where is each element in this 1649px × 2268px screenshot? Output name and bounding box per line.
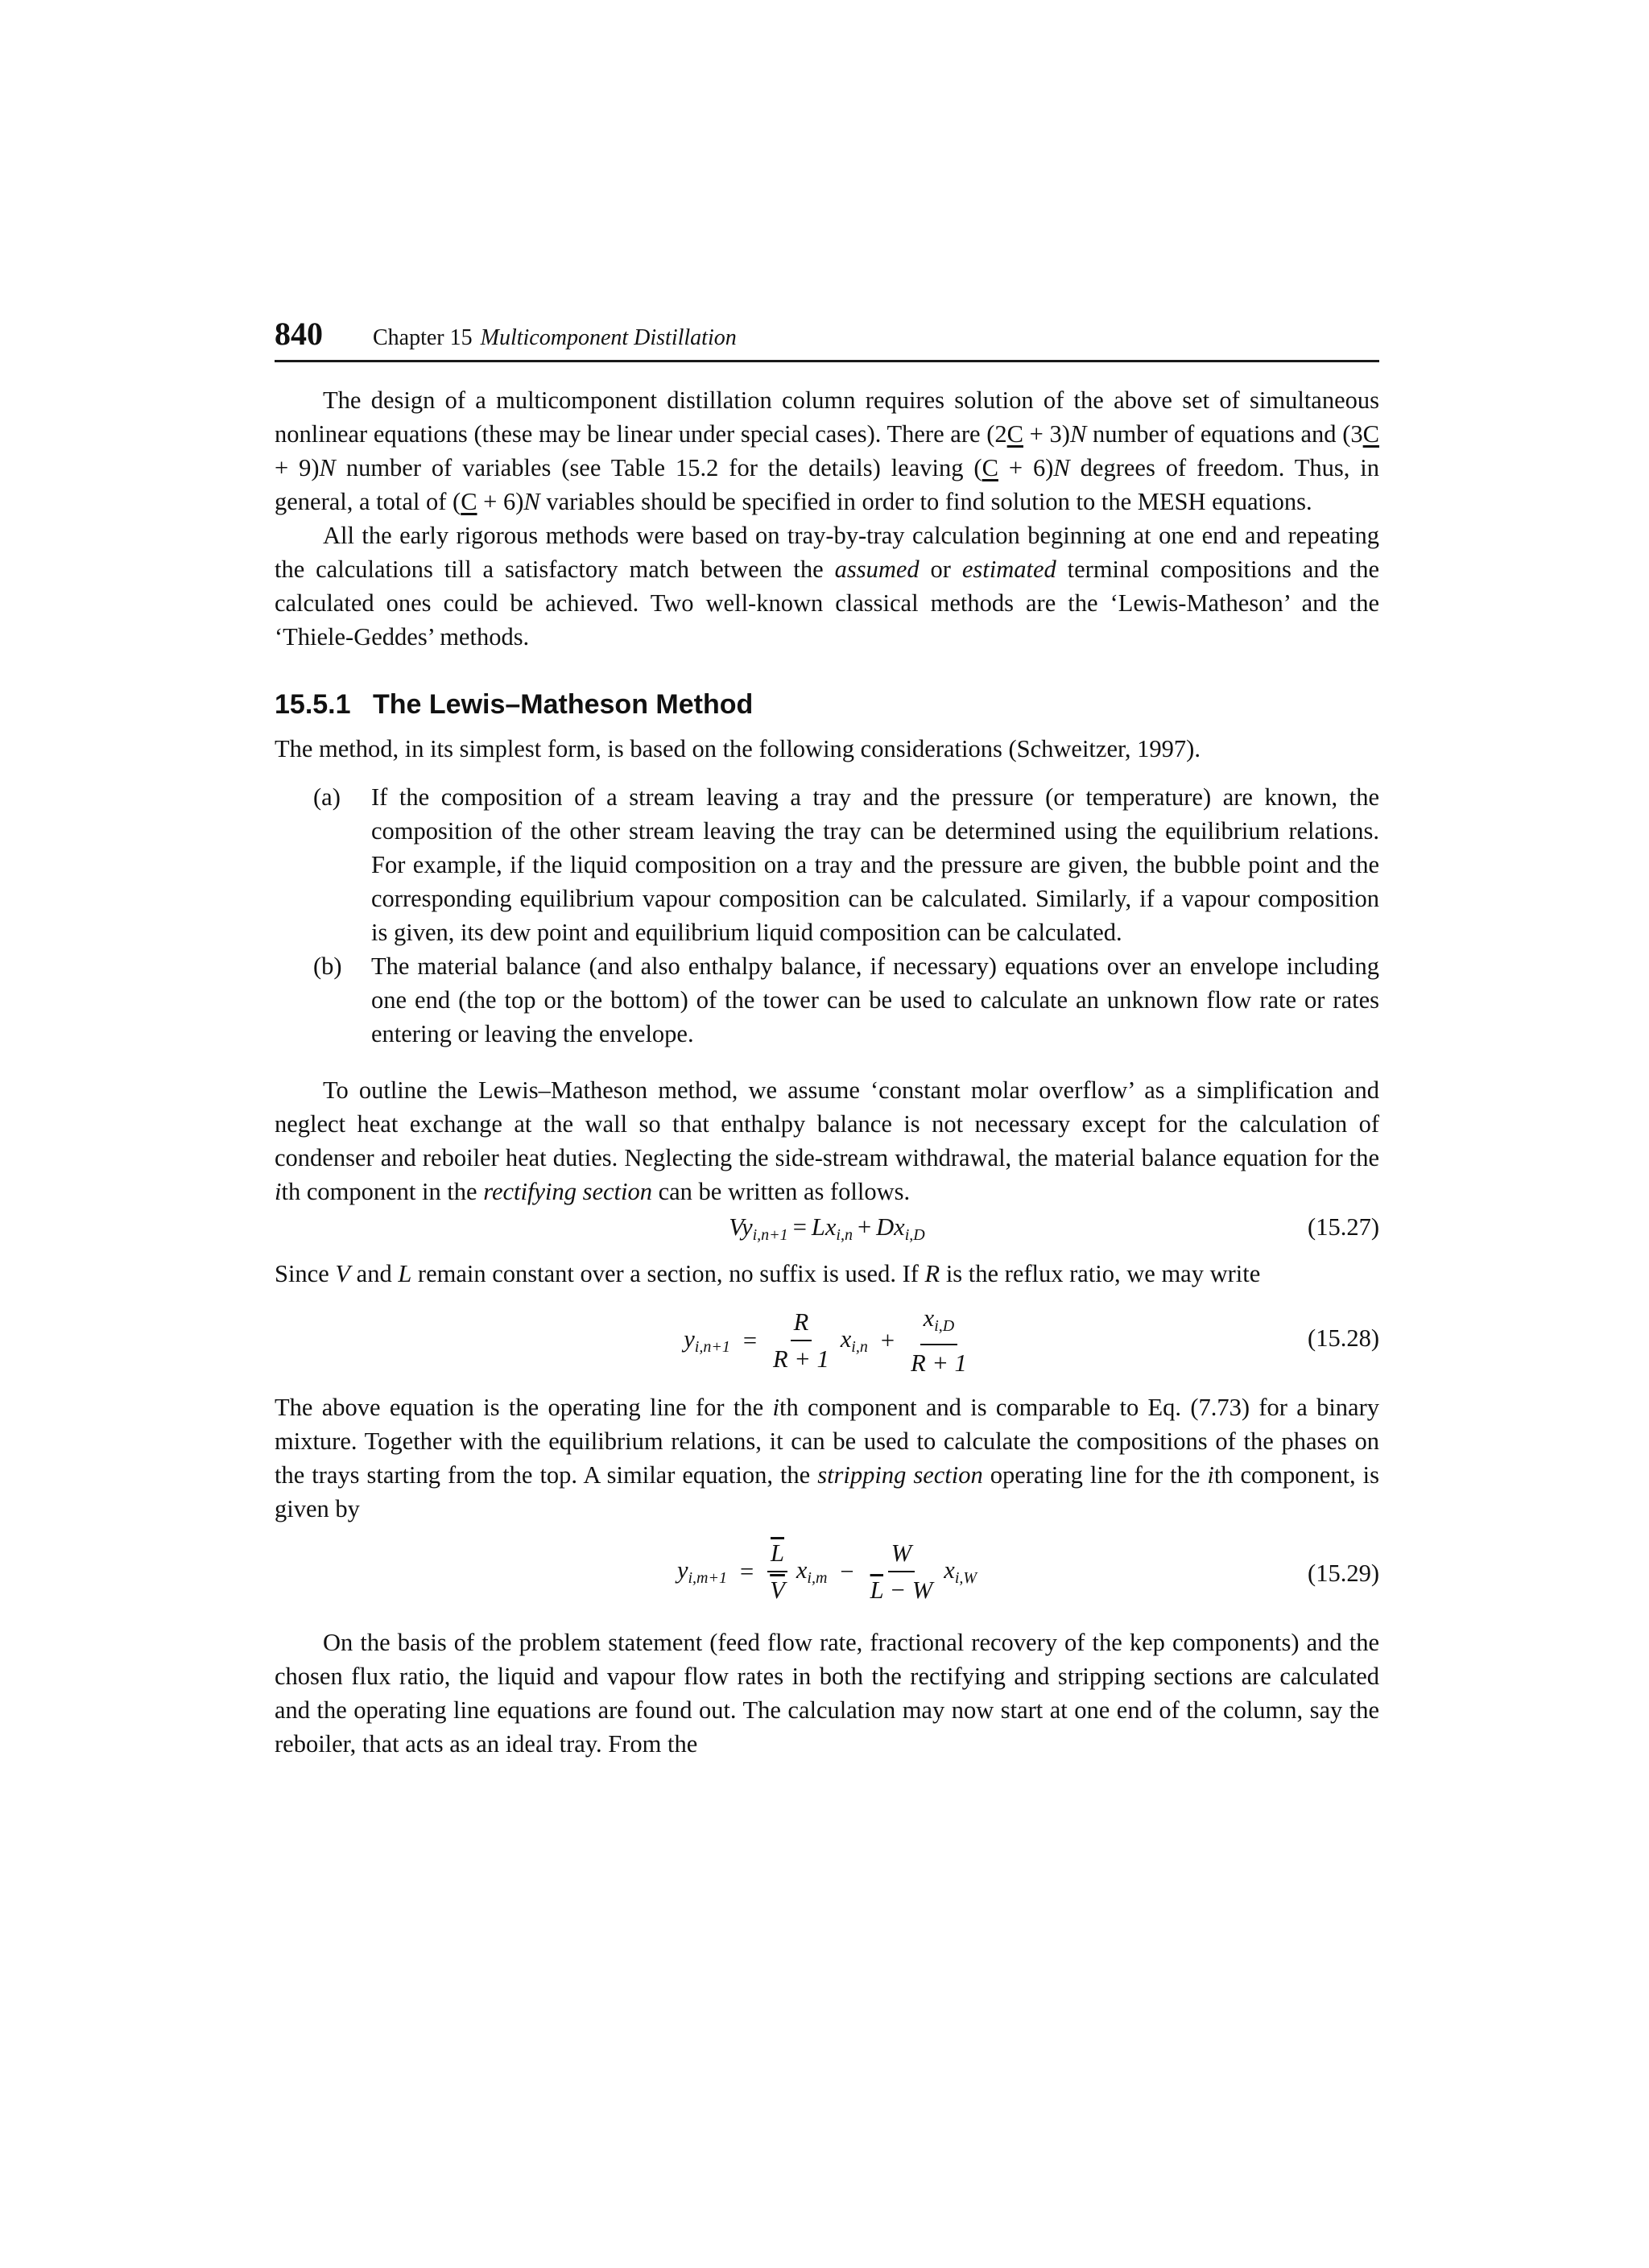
paragraph-rigorous-methods: All the early rigorous methods were based on tray-by-tray calculation beginning at one end and repeating the calculations till a satisfactory match between the assumed or estimated terminal compositions and the calculated ones could be achieved. Two well-known classical methods are the ‘Lewis-Matheson’ and the ‘Thiele-Geddes’ methods.	[275, 522, 1379, 651]
paragraph-operating-line: The above equation is the operating line for the ith component and is comparable to Eq. (7.73) for a binary mixture. Together with the equilibrium relations, it can be used to calculate the compositions of the phases on the trays starting from the top. A similar equation, the stripping section operating line for the ith component, is given by	[275, 1394, 1380, 1522]
running-header	[275, 318, 1379, 362]
list-item-text: If the composition of a stream leaving a tray and the pressure (or temperature) are known, the composition of the other stream leaving the tray can be determined using the equilibrium relations. For example, if the liquid composition on a tray and the pressure are given, the bubble point and the corresponding equilibrium vapour composition can be calculated. Similarly, if a vapour composition is given, its dew point and equilibrium liquid composition can be calculated.	[371, 783, 1379, 946]
fraction: $\frac{\overline{L}}{V}$	[767, 1537, 788, 1606]
fraction: $\frac{R}{R + 1}$	[770, 1306, 833, 1375]
considerations-list	[275, 780, 1379, 1051]
fraction: $\frac{x_{i,D}}{R + 1}$	[907, 1302, 970, 1379]
list-item	[275, 949, 1379, 1051]
list-item-label: (b)	[313, 952, 342, 980]
equation-number: (15.28)	[1308, 1324, 1379, 1352]
equation-15-29: $y_{i,m+1}$ = $\frac{\overline{L}}{V}$ $x_{i,m}$ − $\frac{W}{\overline{L} - W}$ $x_{i,W}$ (15.29)	[275, 1537, 1379, 1614]
equation-number: (15.27)	[1308, 1213, 1379, 1241]
equation-number: (15.29)	[1308, 1560, 1379, 1587]
section-number: 15.5.1	[275, 689, 351, 720]
chapter-label: Chapter 15 Multicomponent Distillation	[373, 325, 737, 350]
section-intro: The method, in its simplest form, is based on the following considerations (Schweitzer, 1997).	[275, 735, 1201, 762]
paragraph-calculation: On the basis of the problem statement (feed flow rate, fractional recovery of the kep components) and the chosen flux ratio, the liquid and vapour flow rates in both the rectifying and stripping sections are calculated and the operating line equations are found out. The calculation may now start at one end of the column, say the reboiler, that acts as an ideal tray. From the	[275, 1629, 1379, 1758]
page-number: 840	[275, 316, 323, 352]
section-heading	[275, 689, 1379, 721]
section-title: The Lewis–Matheson Method	[373, 689, 754, 720]
paragraph-reflux: Since V and L remain constant over a section, no suffix is used. If R is the reflux ratio, we may write	[275, 1260, 1261, 1287]
equation-15-27: $Vy_{i,n+1} = Lx_{i,n} + Dx_{i,D}$ (15.27)	[729, 1213, 1379, 1244]
list-item	[275, 780, 1379, 949]
paragraph-mesh-equations: The design of a multicomponent distillation column requires solution of the above set of simultaneous nonlinear equations (these may be linear under special cases). There are (2C + 3)N number of equations and (3C + 9)N number of variables (see Table 15.2 for the details) leaving (C + 6)N degrees of freedom. Thus, in general, a total of (C + 6)N variables should be specified in order to find solution to the MESH equations.	[275, 386, 1379, 515]
list-item-text: The material balance (and also enthalpy balance, if necessary) equations over an envelope including one end (the top or the bottom) of the tower can be used to calculate an unknown flow rate or rates entering or leaving the envelope.	[371, 952, 1379, 1047]
paragraph-outline: To outline the Lewis–Matheson method, we assume ‘constant molar overflow’ as a simplification and neglect heat exchange at the wall so that enthalpy balance is not necessary except for the calculation of condenser and reboiler heat duties. Neglecting the side-stream withdrawal, the material balance equation for the ith component in the rectifying section can be written as follows.	[275, 1076, 1379, 1205]
page-content	[275, 318, 1379, 1761]
fraction: $\frac{W}{\overline{L} - W}$	[867, 1537, 936, 1606]
list-item-label: (a)	[313, 783, 341, 811]
equation-15-28: $y_{i,n+1}$ = $\frac{R}{R + 1}$ $x_{i,n}$ + $\frac{x_{i,D}}{R + 1}$ (15.28)	[275, 1302, 1379, 1379]
chapter-title: Multicomponent Distillation	[480, 325, 737, 350]
